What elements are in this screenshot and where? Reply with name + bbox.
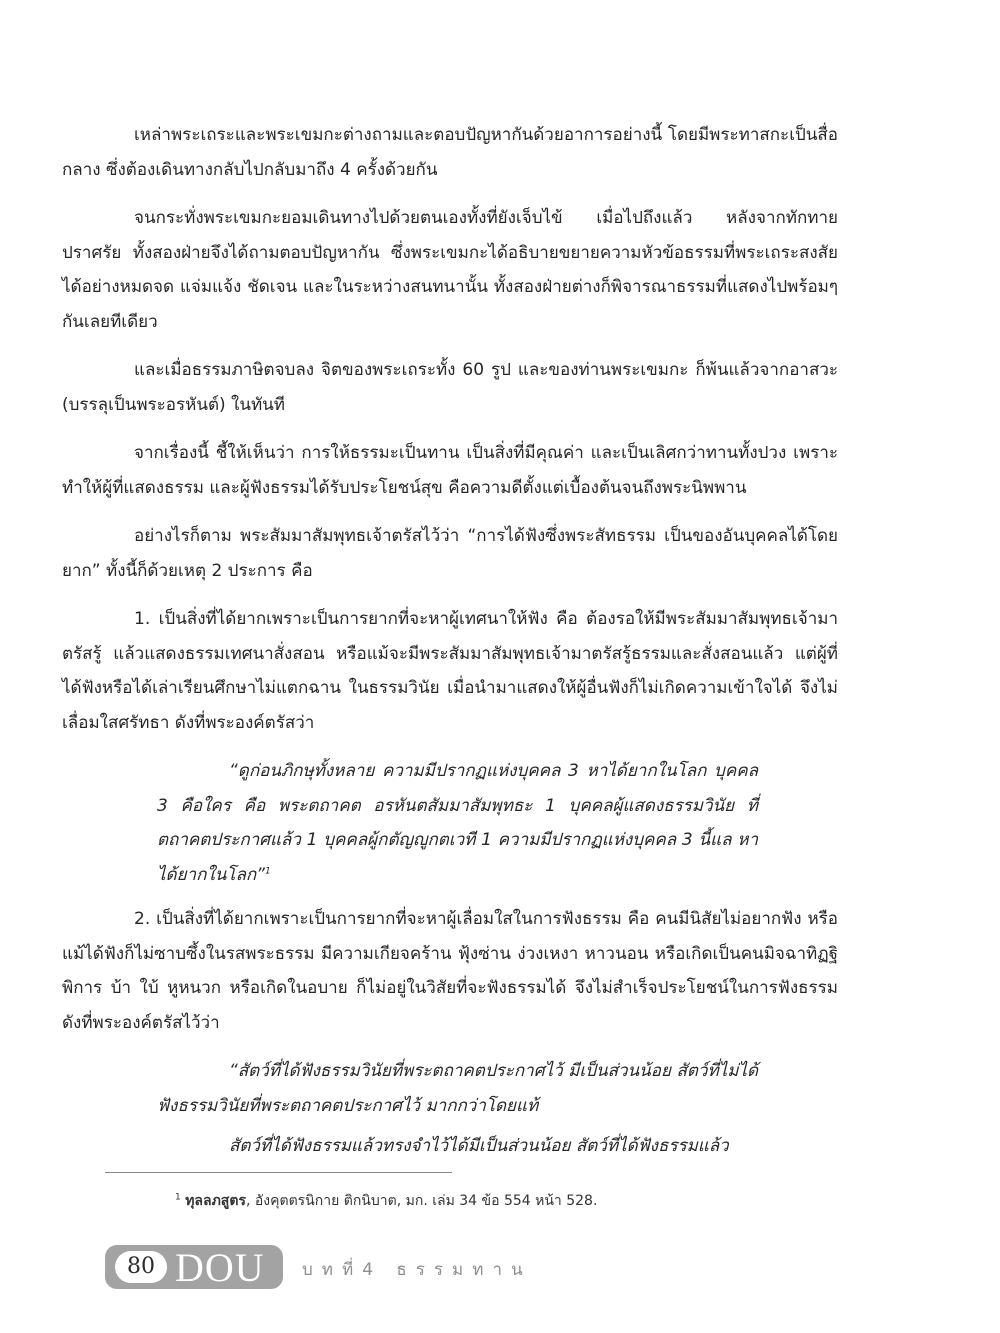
quote-1-text: “ดูก่อนภิกษุทั้งหลาย ความมีปรากฏแห่งบุคคล 3 หาได้ยากในโลก บุคคล 3 คือใคร คือ พระตถาคต อรหันตสัมมาสัมพุทธะ 1 บุคคลผู้แสดงธรรมวินัย ที่ตถาคตประกาศแล้ว 1 บุคคลผู้กตัญญูกตเวที 1 ความมีปรากฏแห่งบุคคล 3 นี้แล หาได้ยากในโลก” xyxy=(157,761,758,885)
footnote xyxy=(175,1190,597,1212)
paragraph-3: และเมื่อธรรมภาษิตจบลง จิตของพระเถระทั้ง 60 รูป และของท่านพระเขมกะ ก็พ้นแล้วจากอาสวะ (บรรลุเป็นพระอรหันต์) ในทันที xyxy=(62,360,838,415)
footnote-number: 1 xyxy=(175,1192,181,1203)
paragraph-7: 2. เป็นสิ่งที่ได้ยากเพราะเป็นการยากที่จะหาผู้เลื่อมใสในการฟังธรรม คือ คนมีนิสัยไม่อยากฟัง หรือแม้ได้ฟังก็ไม่ซาบซึ้งในรสพระธรรม มีความเกียจคร้าน ฟุ้งซ่าน ง่วงเหงา หาวนอน หรือเกิดเป็นคนมิจฉาทิฏฐิ พิการ บ้า ใบ้ หูหนวก หรือเกิดในอบาย ก็ไม่อยู่ในวิสัยที่จะฟังธรรมได้ จึงไม่สำเร็จประโยชน์ในการฟังธรรม ดังที่พระองค์ตรัสไว้ว่า xyxy=(62,909,838,1033)
quote-2-part-a: “สัตว์ที่ได้ฟังธรรมวินัยที่พระตถาคตประกาศไว้ มีเป็นส่วนน้อย สัตว์ที่ไม่ได้ฟังธรรมวินัยที่พระตถาคตประกาศไว้ มากกว่าโดยแท้ xyxy=(157,1061,758,1116)
footnote-title: ทุลลภสูตร xyxy=(185,1193,246,1209)
paragraph-1: เหล่าพระเถระและพระเขมกะต่างถามและตอบปัญหากันด้วยอาการอย่างนี้ โดยมีพระทาสกะเป็นสื่อกลาง ซึ่งต้องเดินทางกลับไปกลับมาถึง 4 ครั้งด้วยกัน xyxy=(62,125,838,180)
paragraph-4: จากเรื่องนี้ ชี้ให้เห็นว่า การให้ธรรมะเป็นทาน เป็นสิ่งที่มีคุณค่า และเป็นเลิศกว่าทานทั้งปวง เพราะทำให้ผู้ที่แสดงธรรม และผู้ฟังธรรมได้รับประโยชน์สุข คือความดีตั้งแต่เบื้องต้นจนถึงพระนิพพาน xyxy=(62,443,838,498)
quote-2-part-b: สัตว์ที่ได้ฟังธรรมแล้วทรงจำไว้ได้มีเป็นส่วนน้อย สัตว์ที่ได้ฟังธรรมแล้ว xyxy=(229,1136,729,1156)
footnote-divider xyxy=(105,1172,452,1173)
chapter-title: บทที่4 ธรรมทาน xyxy=(302,1260,532,1280)
quote-2 xyxy=(157,1054,758,1164)
body-text xyxy=(62,118,838,1174)
footnote-ref[interactable]: 1 xyxy=(264,865,271,876)
page-number: 80 xyxy=(115,1251,167,1283)
quote-1 xyxy=(157,754,758,892)
paragraph-5: อย่างไรก็ตาม พระสัมมาสัมพุทธเจ้าตรัสไว้ว่า “การได้ฟังซึ่งพระสัทธรรม เป็นของอันบุคคลได้โดยยาก” ทั้งนี้ก็ด้วยเหตุ 2 ประการ คือ xyxy=(62,526,838,581)
paragraph-6: 1. เป็นสิ่งที่ได้ยากเพราะเป็นการยากที่จะหาผู้เทศนาให้ฟัง คือ ต้องรอให้มีพระสัมมาสัมพุทธเจ้ามาตรัสรู้ แล้วแสดงธรรมเทศนาสั่งสอน หรือแม้จะมีพระสัมมาสัมพุทธเจ้ามาตรัสรู้ธรรมและสั่งสอนแล้ว แต่ผู้ที่ได้ฟังหรือได้เล่าเรียนศึกษาไม่แตกฉาน ในธรรมวินัย เมื่อนำมาแสดงให้ผู้อื่นฟังก็ไม่เกิดความเข้าใจได้ จึงไม่เลื่อมใสศรัทธา ดังที่พระองค์ตรัสว่า xyxy=(62,609,838,733)
footer-badge xyxy=(105,1245,283,1289)
footnote-citation: , อังคุตตรนิกาย ติกนิบาต, มก. เล่ม 34 ข้อ 554 หน้า 528. xyxy=(245,1193,598,1209)
dou-logo: DOU xyxy=(175,1245,265,1290)
paragraph-2: จนกระทั่งพระเขมกะยอมเดินทางไปด้วยตนเองทั้งที่ยังเจ็บไข้ เมื่อไปถึงแล้ว หลังจากทักทายปราศรัย ทั้งสองฝ่ายจึงได้ถามตอบปัญหากัน ซึ่งพระเขมกะได้อธิบายขยายความหัวข้อธรรมที่พระเถระสงสัยได้อย่างหมดจด แจ่มแจ้ง ชัดเจน และในระหว่างสนทนานั้น ทั้งสองฝ่ายต่างก็พิจารณาธรรมที่แสดงไปพร้อมๆ กันเลยทีเดียว xyxy=(62,208,838,332)
